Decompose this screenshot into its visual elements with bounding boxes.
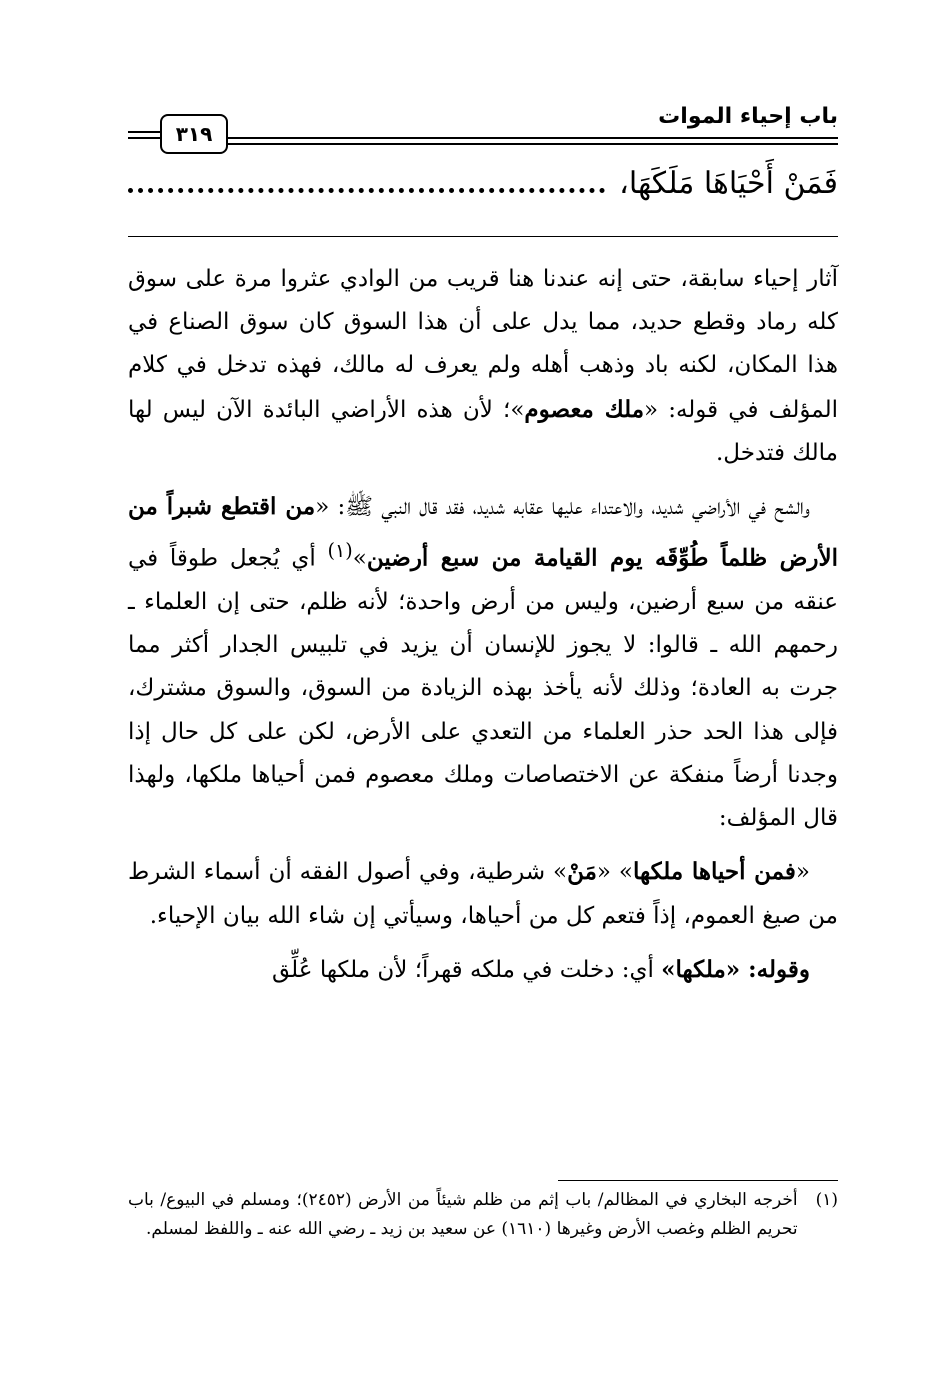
paragraph-4 (128, 948, 838, 992)
paragraph-text: أي: دخلت في ملكه قهراً؛ لأن ملكها عُلِّق (271, 956, 662, 983)
header-rule (128, 131, 160, 133)
matn-dotted-leader (128, 188, 605, 193)
header-rule (226, 143, 838, 145)
paragraph-text: آثار إحياء سابقة، حتى إنه عندنا هنا قريب من الوادي عثروا مرة على سوق كله رماد وقطع حديد، مما يدل على أن هذا السوق كان سوق الصناع في هذا المكان، لكنه باد وذهب أهله ولم يعرف له مالك، فهذه تدخل في كلام المؤلف في قوله: « (128, 266, 838, 423)
hadith-quote: من اقتطع شبراً من الأرض ظلماً طُوِّقَه يوم القيامة من سبع أرضين (128, 493, 838, 572)
matn-line (128, 166, 838, 201)
matn-text: فَمَنْ أَحْيَاهَا مَلَكَهَا، (619, 166, 838, 201)
header-rule (226, 137, 838, 139)
bold-quote: ملك معصوم (524, 395, 645, 423)
footnotes (128, 1186, 838, 1244)
paragraph-text: »؛ لأن هذه الأراضي البائدة الآن ليس لها مالك فتدخل. (128, 396, 838, 466)
footnote-item (128, 1186, 838, 1244)
bold-quote: وقوله: «ملكها» (661, 955, 810, 983)
footnote-number: (١) (815, 1190, 838, 1210)
paragraph-text: أي يُجعل طوقاً في عنقه من سبع أرضين، وليس من أرض واحدة؛ لأنه ظلم، حتى إن العلماء ـ رحمهم الله ـ قالوا: لا يجوز للإنسان أن يزيد في تلبيس الجدار أكثر مما جرت به العادة؛ وذلك لأنه يأخذ بهذه الزيادة من السوق، والسوق مشترك، فإلى هذا الحد حذر العلماء من التعدي على الأرض، لكن على كل حال إذا وجدنا أرضاً منفكة عن الاختصاصات وملك معصوم فمن أحياها ملكها، ولهذا قال المؤلف: (128, 545, 838, 832)
footnote-divider (558, 1180, 838, 1181)
paragraph-3 (128, 850, 838, 937)
footnote-ref[interactable]: (١) (327, 539, 353, 563)
matn-divider (128, 236, 838, 237)
paragraph-text: » « (596, 859, 633, 886)
paragraph-2 (128, 485, 838, 840)
paragraph-1 (128, 258, 838, 475)
paragraph-text: « (795, 859, 810, 886)
bold-quote: فمن أحياها ملكها (632, 858, 796, 886)
footnote-text: أخرجه البخاري في المظالم/ باب إثم من ظلم شيئاً من الأرض (٢٤٥٢)؛ ومسلم في البيوع/ باب تحريم الظلم وغصب الأرض وغيرها (١٦١٠) عن سعيد بن زيد ـ رضي الله عنه ـ واللفظ لمسلم. (128, 1190, 798, 1239)
page-number: ٣١٩ (160, 114, 228, 154)
bold-quote: مَنْ (567, 858, 597, 886)
paragraph-text: » (352, 545, 367, 572)
running-header-title: باب إحياء الموات (658, 104, 838, 129)
paragraph-text: » شرطية، وفي أصول الفقه أن أسماء الشرط من صيغ العموم، إذاً فتعم كل من أحياها، وسيأتي إن شاء الله بيان الإحياء. (128, 859, 838, 929)
header-rule (128, 137, 160, 139)
paragraph-text: والشح في الأراضي شديد، والاعتداء عليها عقابه شديد، فقد قال النبي ﷺ: « (315, 494, 810, 521)
commentary-body (128, 258, 838, 1002)
